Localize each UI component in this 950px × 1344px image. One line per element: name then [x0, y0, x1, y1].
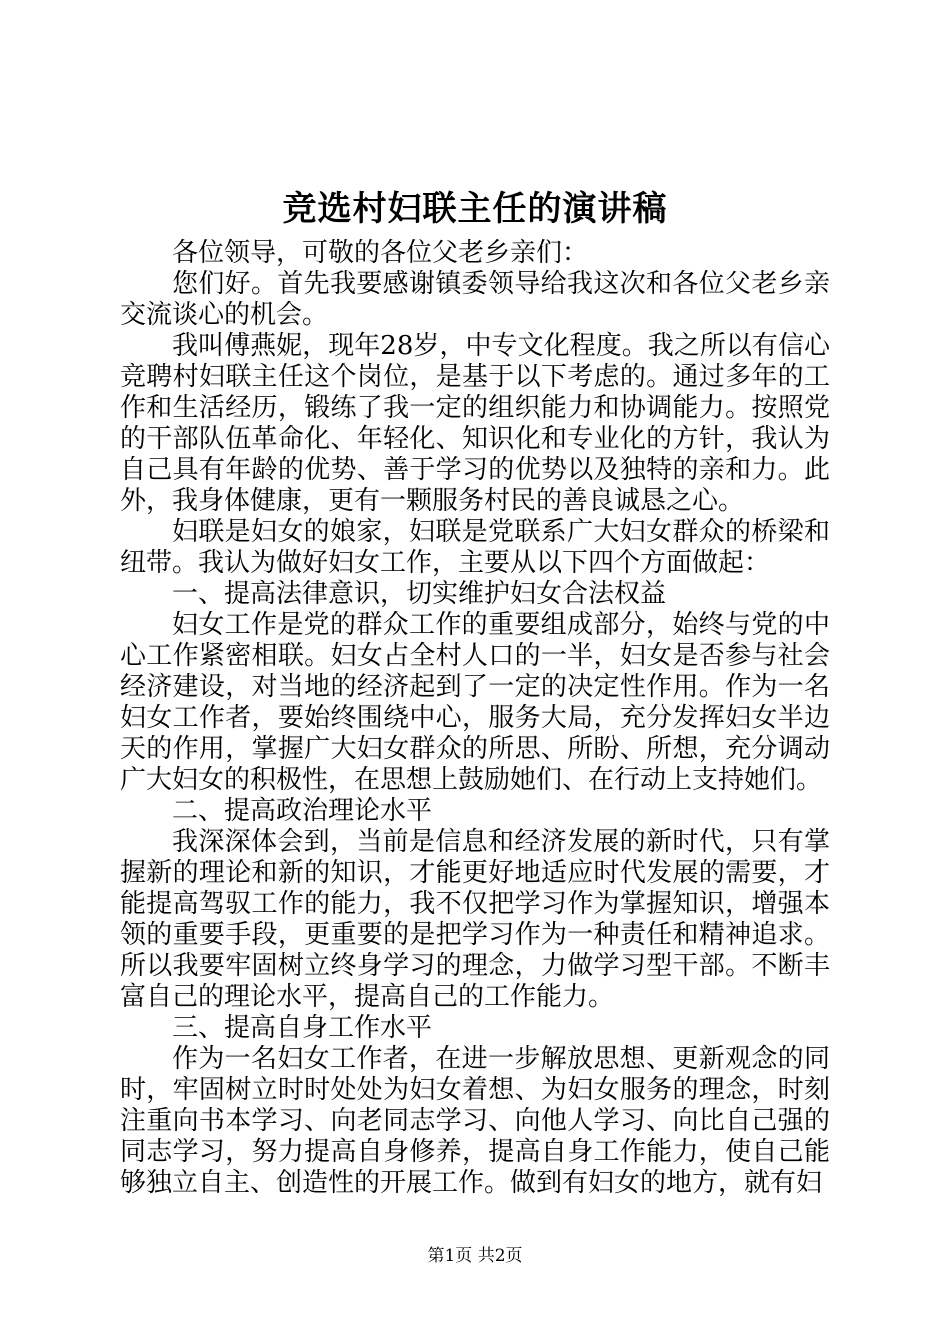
- paragraph-womens-federation: 妇联是妇女的娘家，妇联是党联系广大妇女群众的桥梁和纽带。我认为做好妇女工作，主要从以下四个方面做起：: [120, 517, 830, 578]
- document-body: [120, 238, 830, 1199]
- paragraph-section-2: 我深深体会到，当前是信息和经济发展的新时代，只有掌握新的理论和新的知识，才能更好地适应时代发展的需要，才能提高驾驭工作的能力，我不仅把学习作为掌握知识，增强本领的重要手段，更重要的是把学习作为一种责任和精神追求。所以我要牢固树立终身学习的理念，力做学习型干部。不断丰富自己的理论水平，提高自己的工作能力。: [120, 827, 830, 1012]
- paragraph-section-1: 妇女工作是党的群众工作的重要组成部分，始终与党的中心工作紧密相联。妇女占全村人口的一半，妇女是否参与社会经济建设，对当地的经济起到了一定的决定性作用。作为一名妇女工作者，要始终围绕中心，服务大局，充分发挥妇女半边天的作用，掌握广大妇女群众的所思、所盼、所想，充分调动广大妇女的积极性，在思想上鼓励她们、在行动上支持她们。: [120, 610, 830, 795]
- section-heading-2: 二、提高政治理论水平: [172, 796, 433, 826]
- section-heading-3: 三、提高自身工作水平: [172, 1013, 433, 1043]
- paragraph-salutation: 各位领导，可敬的各位父老乡亲们：: [172, 238, 589, 268]
- paragraph-greeting: 您们好。首先我要感谢镇委领导给我这次和各位父老乡亲交流谈心的机会。: [120, 269, 830, 330]
- paragraph-section-3: 作为一名妇女工作者，在进一步解放思想、更新观念的同时，牢固树立时时处处为妇女着想、为妇女服务的理念，时刻注重向书本学习、向老同志学习、向他人学习、向比自己强的同志学习，努力提高自身修养，提高自身工作能力，使自己能够独立自主、创造性的开展工作。做到有妇女的地方，就有妇: [120, 1044, 830, 1198]
- section-heading-1: 一、提高法律意识，切实维护妇女合法权益: [172, 579, 667, 609]
- paragraph-introduction: 我叫傅燕妮，现年28岁，中专文化程度。我之所以有信心竞聘村妇联主任这个岗位，是基于以下考虑的。通过多年的工作和生活经历，锻练了我一定的组织能力和协调能力。按照党的干部队伍革命化、年轻化、知识化和专业化的方针，我认为自己具有年龄的优势、善于学习的优势以及独特的亲和力。此外，我身体健康，更有一颗服务村民的善良诚恳之心。: [120, 331, 830, 516]
- page-number: 第1页 共2页: [427, 1246, 523, 1266]
- document-title: 竞选村妇联主任的演讲稿: [282, 189, 668, 229]
